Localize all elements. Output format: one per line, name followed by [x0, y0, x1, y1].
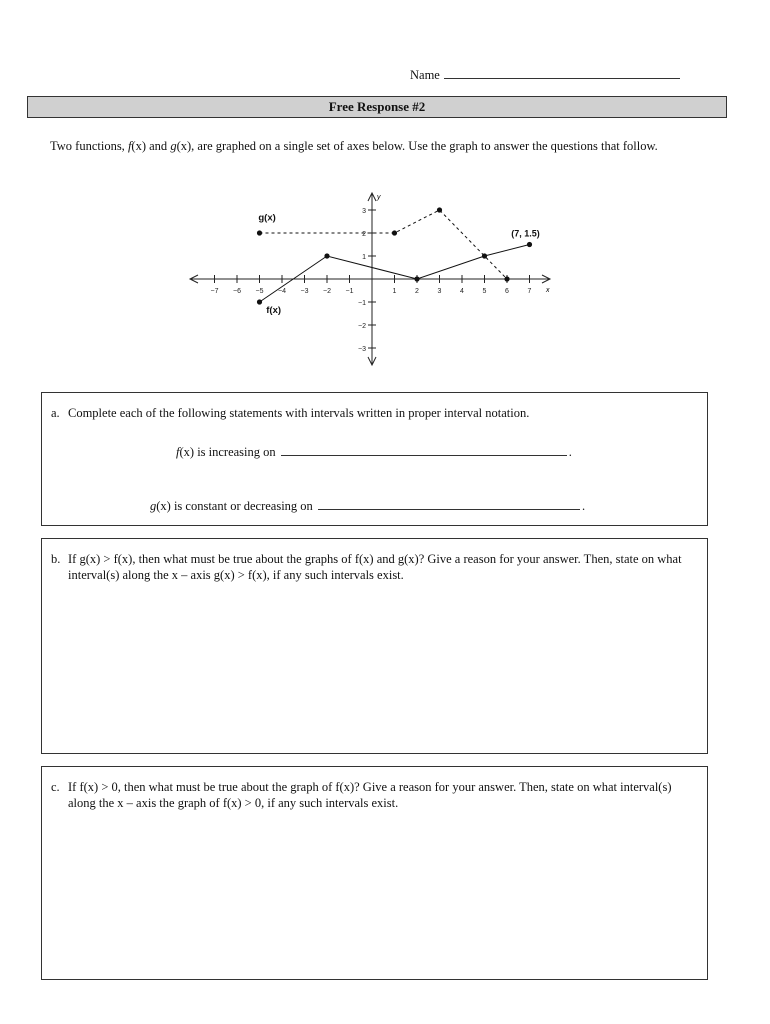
series-gx-point-1 [392, 230, 397, 235]
stmt1-x: (x) [179, 445, 195, 459]
labels [255, 194, 550, 317]
series-gx-point-0 [257, 230, 262, 235]
question-c-letter: c. [51, 780, 60, 794]
stmt1-end: . [568, 445, 572, 459]
x-tick-label--1: −1 [345, 288, 354, 295]
name-field [410, 66, 680, 83]
ticks [211, 208, 532, 353]
question-b-text: If g(x) > f(x), then what must be true about the graphs of f(x) and g(x)? Give a reason for your answer. Then, state on what interval(s) along the x – axis g(x) > f(x), if any such intervals exist. [68, 552, 682, 582]
g-series-label: g(x) [258, 212, 276, 224]
stmt2-g: g [150, 499, 157, 513]
intro-f: f [127, 139, 132, 153]
stmt2-x: (x) [156, 499, 171, 513]
axes [190, 193, 550, 365]
function-graph [180, 180, 570, 380]
x-tick-label--4: −4 [278, 288, 286, 295]
annotation-0: (7, 1.5) [511, 228, 540, 239]
x-axis-label: x [546, 287, 550, 294]
x-tick-label--6: −6 [233, 288, 241, 295]
series-gx-line [260, 210, 508, 279]
stmt2-end: . [581, 499, 586, 513]
series-fx-point-4 [527, 242, 532, 247]
stmt1-f: f [176, 445, 180, 459]
question-a-box [41, 392, 708, 526]
y-tick-label--1: −1 [358, 300, 366, 307]
x-tick-label-3: 3 [437, 288, 442, 295]
series-fx-point-2 [414, 276, 419, 281]
x-tick-label-4: 4 [460, 288, 464, 295]
question-b-box[interactable] [41, 538, 708, 754]
question-b [51, 551, 701, 583]
x-tick-label--2: −2 [323, 288, 331, 295]
x-tick-label-6: 6 [505, 288, 509, 295]
intro-text-1: Two functions, [50, 139, 128, 153]
intro-paragraph [50, 138, 710, 154]
intro-text-2: , are graphed on a single set of axes below. Use the graph to answer the questions that follow. [191, 139, 658, 153]
statement-f-increasing [176, 443, 572, 460]
series-fx-point-1 [324, 253, 329, 258]
intro-x2: (x) [176, 139, 192, 153]
y-axis-label: y [377, 194, 381, 201]
series-gx-point-2 [437, 207, 442, 212]
question-b-letter: b. [51, 552, 61, 566]
x-tick-label--3: −3 [300, 288, 309, 295]
question-a-letter: a. [51, 406, 60, 420]
answer-blank-g-constant[interactable] [318, 497, 580, 510]
question-c [51, 779, 701, 811]
statement-g-constant-decreasing [150, 497, 585, 514]
question-a-text: Complete each of the following statements with intervals written in proper interval notation. [68, 406, 530, 420]
x-tick-label--5: −5 [255, 288, 264, 295]
y-tick-label-3: 3 [362, 208, 366, 215]
name-blank[interactable] [444, 66, 680, 79]
x-tick-label-1: 1 [392, 288, 397, 295]
question-c-text: If f(x) > 0, then what must be true about the graph of f(x)? Give a reason for your answer. Then, state on what interval(s) along the x – axis the graph of f(x) > 0, if any such intervals exist. [68, 780, 672, 810]
y-tick-label-1: 1 [362, 254, 366, 261]
x-tick-label-5: 5 [482, 288, 487, 295]
x-tick-label-7: 7 [527, 288, 532, 295]
stmt1-text: is increasing on [194, 445, 279, 459]
x-tick-label-2: 2 [415, 288, 419, 295]
series-fx-point-0 [257, 299, 262, 304]
y-tick-label--2: −2 [358, 323, 366, 330]
series-gx-point-3 [504, 276, 509, 281]
intro-x1: (x) [131, 139, 146, 153]
stmt2-text: is constant or decreasing on [170, 499, 316, 513]
intro-and: and [146, 139, 171, 153]
y-tick-label-2: 2 [362, 231, 366, 238]
x-tick-label--7: −7 [210, 288, 219, 295]
f-series-label: f(x) [266, 305, 282, 317]
answer-blank-f-increasing[interactable] [281, 443, 567, 456]
question-c-box[interactable] [41, 766, 708, 980]
page-title: Free Response #2 [27, 96, 727, 118]
y-tick-label--3: −3 [358, 346, 366, 353]
name-label: Name [410, 68, 440, 82]
intro-g: g [170, 139, 177, 153]
question-a [51, 405, 701, 421]
